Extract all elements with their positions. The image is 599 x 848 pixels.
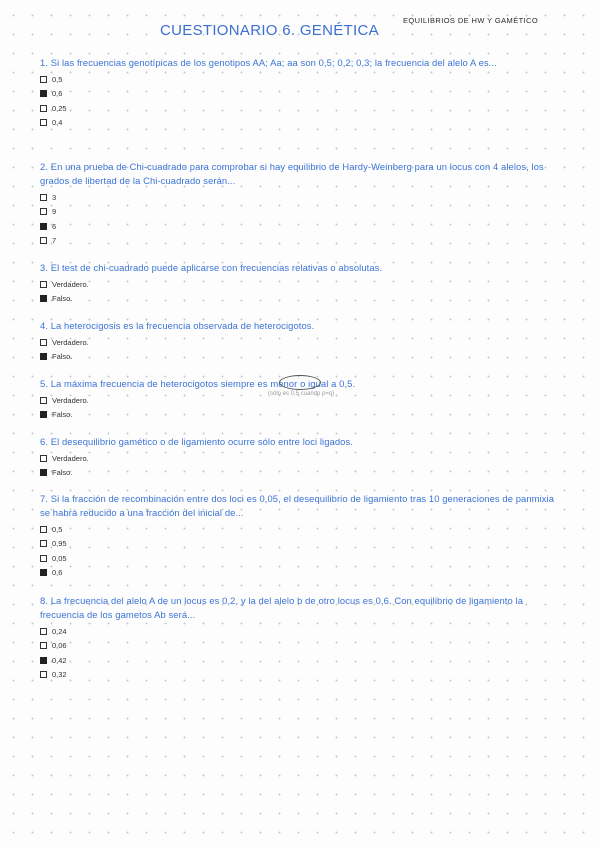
option-label: Falso. xyxy=(52,294,73,304)
question-2 xyxy=(40,160,565,248)
question-8 xyxy=(40,594,565,682)
option-label: 0,6 xyxy=(52,89,63,99)
option-item[interactable] xyxy=(40,72,565,87)
checkbox-checked-icon[interactable] xyxy=(40,90,47,97)
option-label: 0,24 xyxy=(52,626,67,636)
checkbox-icon[interactable] xyxy=(40,105,47,112)
option-item[interactable] xyxy=(40,668,565,683)
checkbox-icon[interactable] xyxy=(40,194,47,201)
option-label: 0,95 xyxy=(52,539,67,549)
option-item[interactable] xyxy=(40,551,565,566)
checkbox-icon[interactable] xyxy=(40,540,47,547)
option-item[interactable] xyxy=(40,522,565,537)
question-text: 4. La heterocigosis es la frecuencia observada de heterocigotos. xyxy=(40,320,315,331)
options-list xyxy=(40,335,565,364)
checkbox-icon[interactable] xyxy=(40,237,47,244)
options-list xyxy=(40,522,565,580)
checkbox-checked-icon[interactable] xyxy=(40,353,47,360)
option-label: Falso. xyxy=(52,410,73,420)
question-4 xyxy=(40,319,565,364)
option-item[interactable] xyxy=(40,292,565,307)
question-text: 6. El desequilibrio gamético o de ligamiento ocurre sólo entre loci ligados. xyxy=(40,436,353,447)
option-item[interactable] xyxy=(40,639,565,654)
checkbox-icon[interactable] xyxy=(40,628,47,635)
option-item[interactable] xyxy=(40,234,565,249)
question-text: 1. Si las frecuencias genotípicas de los genotipos AA; Aa; aa son 0,5; 0,2; 0,3; la frecuencia del alelo A es... xyxy=(40,57,497,68)
option-label: 3 xyxy=(52,192,57,202)
option-item[interactable] xyxy=(40,277,565,292)
option-label: 0,32 xyxy=(52,670,67,680)
option-label: Verdadero. xyxy=(52,395,89,405)
checkbox-icon[interactable] xyxy=(40,76,47,83)
checkbox-icon[interactable] xyxy=(40,671,47,678)
margin-annotation: (sólo es 0,5 cuando p=q) xyxy=(268,391,335,397)
option-item[interactable] xyxy=(40,653,565,668)
checkbox-checked-icon[interactable] xyxy=(40,469,47,476)
page-subtitle: EQUILIBRIOS DE HW Y GAMÉTICO xyxy=(403,16,539,25)
checkbox-icon[interactable] xyxy=(40,339,47,346)
option-item[interactable] xyxy=(40,408,565,423)
option-item[interactable] xyxy=(40,624,565,639)
options-list xyxy=(40,624,565,682)
checkbox-checked-icon[interactable] xyxy=(40,295,47,302)
question-text: 3. El test de chi-cuadrado puede aplicarse con frecuencias relativas o absolutas. xyxy=(40,262,383,273)
option-item[interactable] xyxy=(40,566,565,581)
option-item[interactable] xyxy=(40,219,565,234)
option-label: 0,4 xyxy=(52,118,63,128)
options-list xyxy=(40,451,565,480)
checkbox-icon[interactable] xyxy=(40,642,47,649)
options-list xyxy=(40,393,565,422)
option-label: 0,42 xyxy=(52,655,67,665)
option-item[interactable] xyxy=(40,350,565,365)
option-label: Verdadero. xyxy=(52,337,89,347)
checkbox-icon[interactable] xyxy=(40,119,47,126)
options-list xyxy=(40,190,565,248)
question-1 xyxy=(40,56,565,130)
option-label: 0,25 xyxy=(52,103,67,113)
question-text: 5. La máxima frecuencia de heterocigotos siempre es menor o igual a 0,5. xyxy=(40,378,356,389)
option-item[interactable] xyxy=(40,101,565,116)
option-label: 7 xyxy=(52,236,57,246)
option-item[interactable] xyxy=(40,466,565,481)
option-item[interactable] xyxy=(40,190,565,205)
checkbox-icon[interactable] xyxy=(40,281,47,288)
checkbox-icon[interactable] xyxy=(40,555,47,562)
question-text: 7. Si la fracción de recombinación entre dos loci es 0,05, el desequilibrio de ligamiento tras 10 generaciones de panmixia se habrá reducido a una fracción del inicial de... xyxy=(40,493,555,518)
question-3 xyxy=(40,261,565,306)
option-label: 0,5 xyxy=(52,74,63,84)
option-label: 9 xyxy=(52,207,57,217)
option-label: 0,5 xyxy=(52,524,63,534)
checkbox-icon[interactable] xyxy=(40,526,47,533)
option-label: 0,06 xyxy=(52,641,67,651)
checkbox-checked-icon[interactable] xyxy=(40,223,47,230)
checkbox-checked-icon[interactable] xyxy=(40,569,47,576)
option-label: Falso. xyxy=(52,352,73,362)
question-text: 2. En una prueba de Chi-cuadrado para comprobar si hay equilibrio de Hardy-Weinberg para un locus con 4 alelos, los grados de libertad de la Chi-cuadrado serán... xyxy=(40,161,544,186)
question-text: 8. La frecuencia del alelo A de un locus es 0,2, y la del alelo b de otro locus es 0,6. Con equilibrio de ligamiento la frecuencia de los gametos Ab será... xyxy=(40,595,524,620)
option-item[interactable] xyxy=(40,537,565,552)
question-6 xyxy=(40,435,565,480)
option-item[interactable] xyxy=(40,451,565,466)
options-list xyxy=(40,72,565,130)
question-7 xyxy=(40,492,565,580)
checkbox-icon[interactable] xyxy=(40,397,47,404)
option-label: Verdadero. xyxy=(52,453,89,463)
option-label: 0,6 xyxy=(52,568,63,578)
option-item[interactable] xyxy=(40,87,565,102)
options-list xyxy=(40,277,565,306)
option-label: Falso. xyxy=(52,468,73,478)
checkbox-icon[interactable] xyxy=(40,208,47,215)
option-item[interactable] xyxy=(40,116,565,131)
option-label: 6 xyxy=(52,221,57,231)
checkbox-checked-icon[interactable] xyxy=(40,411,47,418)
highlight-circle xyxy=(279,375,321,390)
option-item[interactable] xyxy=(40,205,565,220)
option-item[interactable] xyxy=(40,335,565,350)
checkbox-icon[interactable] xyxy=(40,455,47,462)
checkbox-checked-icon[interactable] xyxy=(40,657,47,664)
page-title: CUESTIONARIO 6. GENÉTICA xyxy=(160,22,379,39)
option-label: 0,05 xyxy=(52,553,67,563)
option-label: Verdadero. xyxy=(52,279,89,289)
